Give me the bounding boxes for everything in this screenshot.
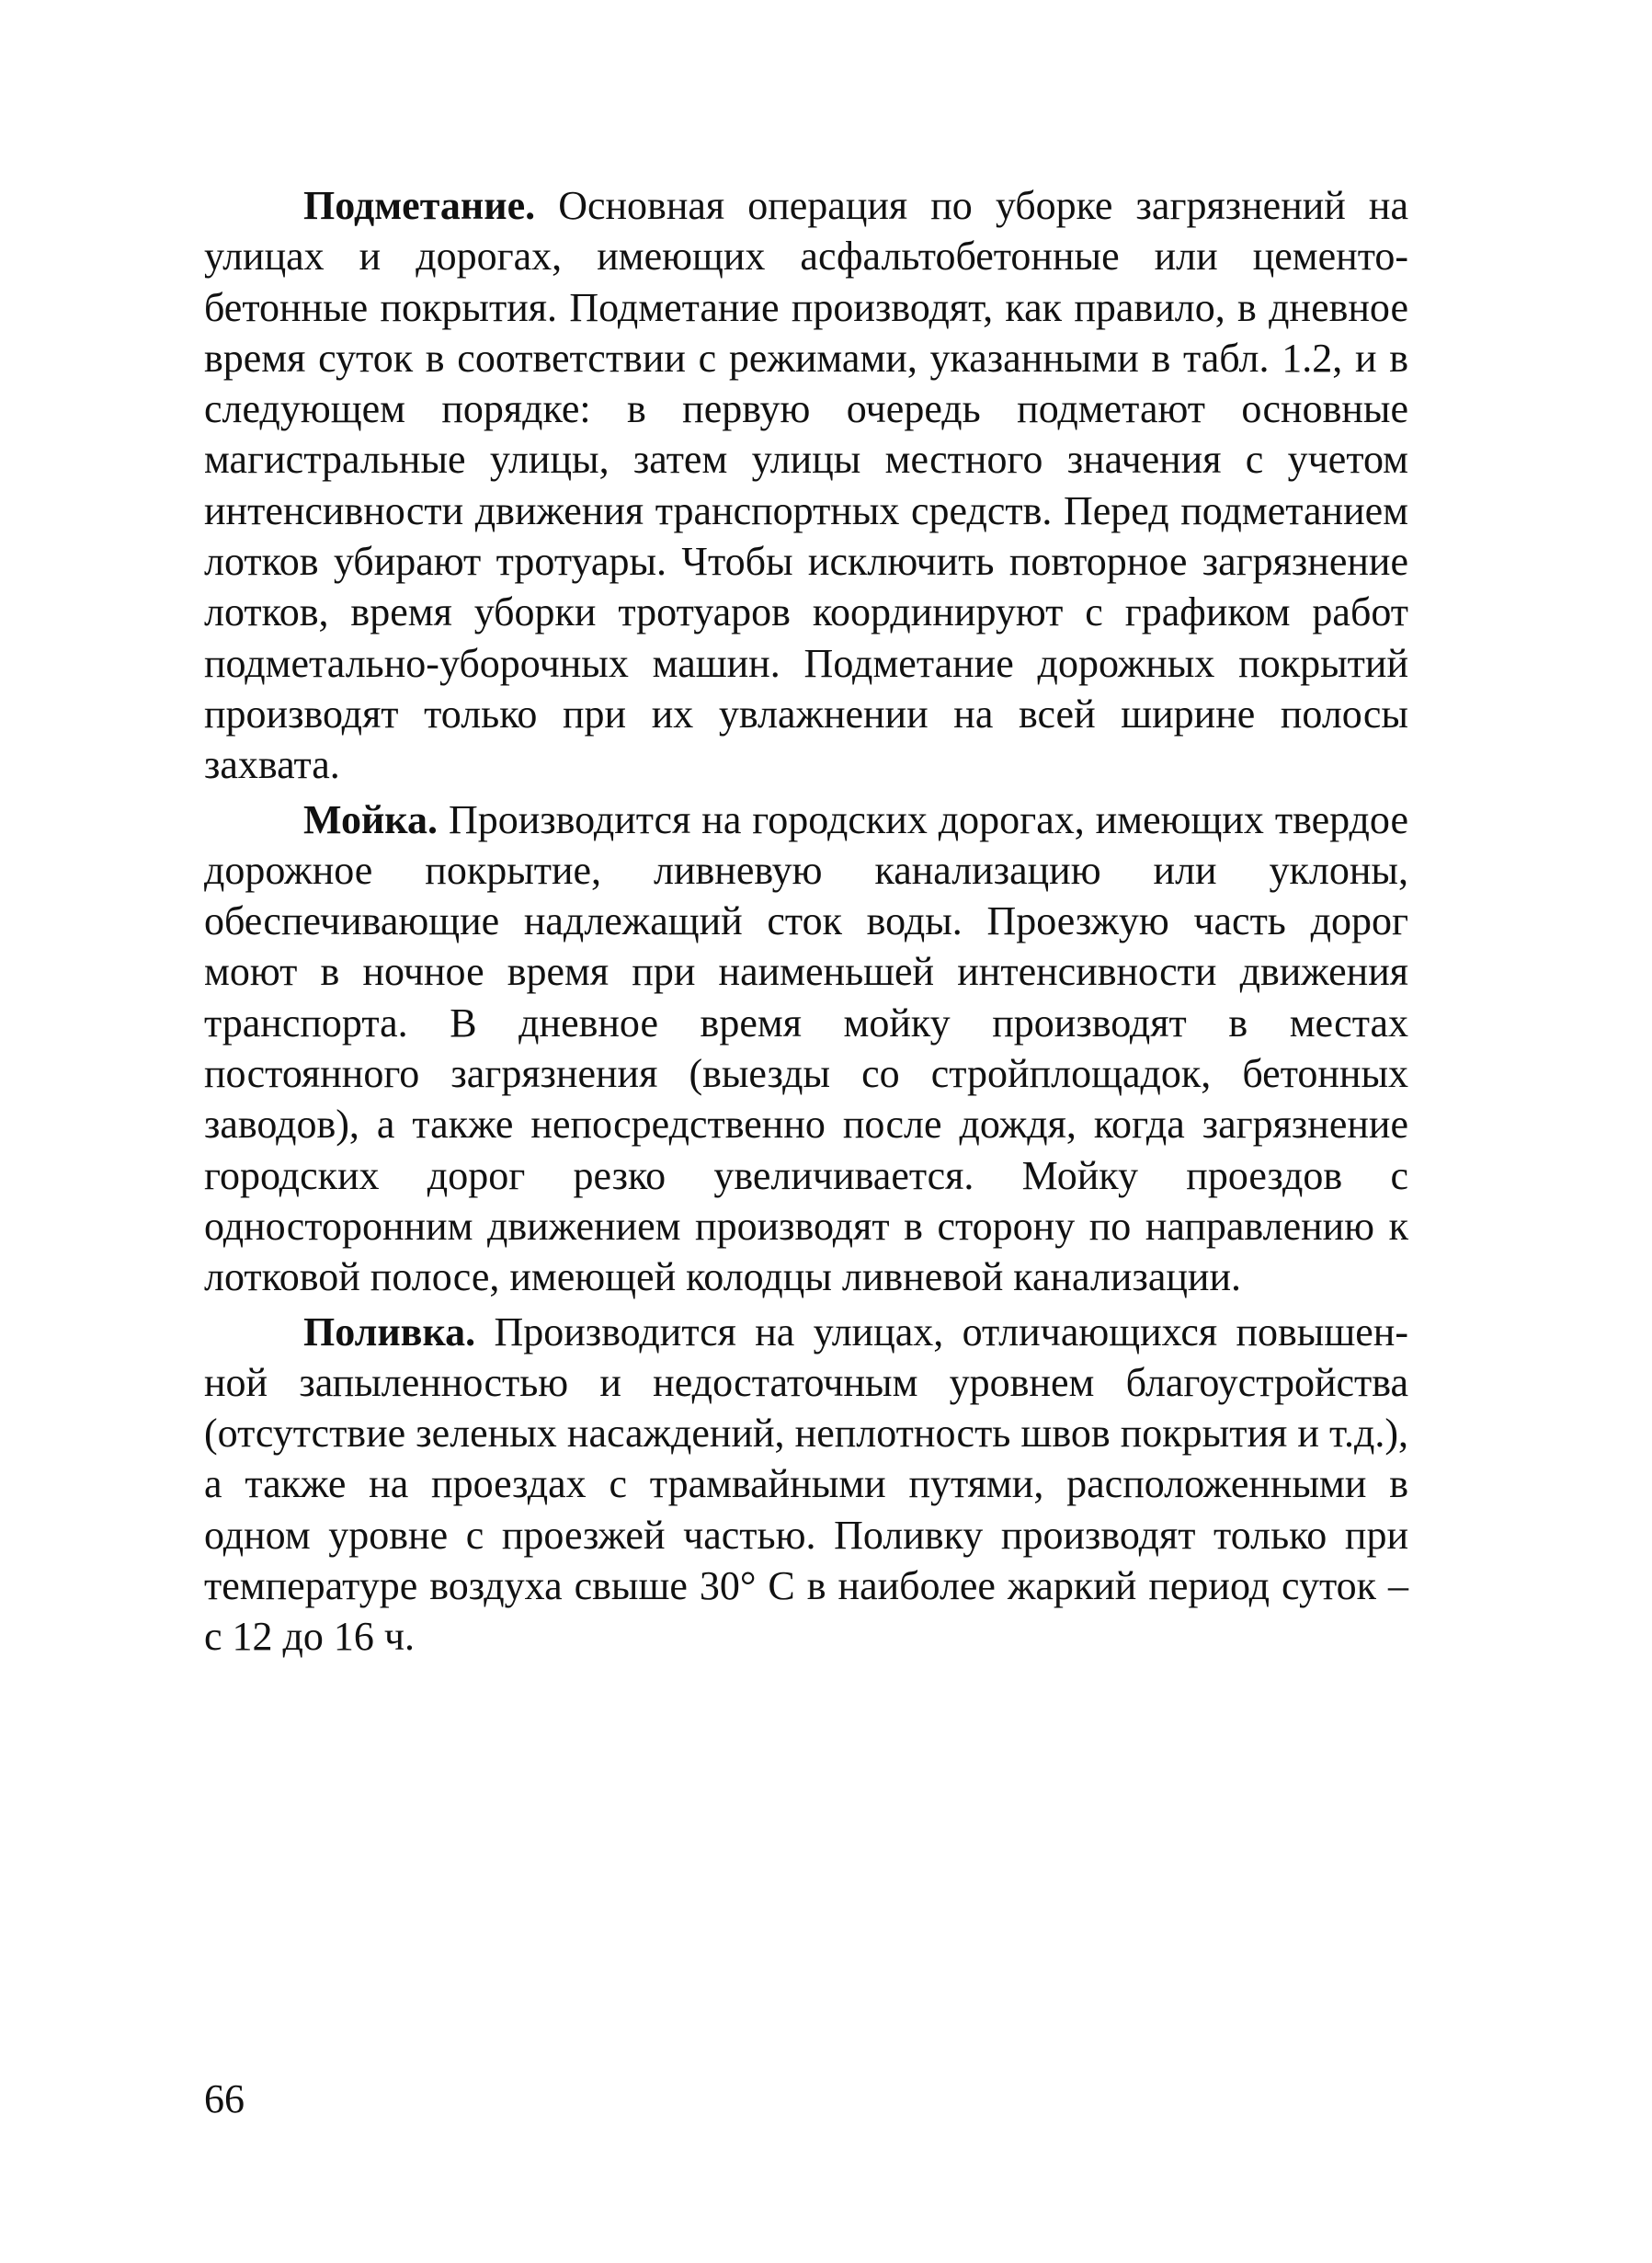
paragraph-text: Основная операция по уборке загрязнений на улицах и дорогах, имеющих асфальтобетонные или цементобетонные покрытия. Подметание производят, как правило, в дневное время суток в соответствии с режимами, указанными в табл. 1.2, и в следующем порядке: в первую очередь подметают основные магистральные улицы, затем улицы местного значения с учетом интенсивности движения транспортных средств. Перед подметанием лотков убирают тротуары. Чтобы исключить повторное загрязнение лотков, время уборки тротуаров координируют с графиком работ подметально-уборочных машин. Подметание дорожных покрытий производят только при их увлажнении на всей ширине полосы захвата.: [204, 183, 1408, 788]
paragraph-sweeping: [204, 180, 1408, 791]
paragraph-heading: Мойка.: [303, 796, 438, 842]
paragraph-text: Производится на улицах, отличающихся повышенной запыленностью и недостаточным уровнем благоустройства (отсутствие зеленых насаждений, неплотность швов покрытия и т.д.), а также на проездах с трамвайными путями, расположенными в одном уровне с проезжей частью. Поливку производят только при температуре воздуха свыше 30° С в наиболее жаркий период суток – с 12 до 16 ч.: [204, 1309, 1408, 1660]
paragraph-heading: Подметание.: [303, 183, 536, 228]
paragraph-text: Производится на городских дорогах, имеющих твердое дорожное покрытие, ливневую канализацию или уклоны, обеспечивающие надлежащий сток воды. Проезжую часть дорог моют в ночное время при наименьшей интенсивности движения транспорта. В дневное время мойку производят в местах постоянного загрязнения (выезды со стройплощадок, бетонных заводов), а также непосредственно после дождя, когда загрязнение городских дорог резко увеличивается. Мойку проездов с односторонним движением производят в сторону по направлению к лотковой полосе, имеющей колодцы ливневой канализации.: [204, 796, 1408, 1300]
body-text: [204, 180, 1408, 1663]
paragraph-washing: [204, 794, 1408, 1303]
paragraph-watering: [204, 1307, 1408, 1663]
paragraph-heading: Поливка.: [303, 1309, 476, 1354]
page-number: 66: [204, 2076, 245, 2121]
